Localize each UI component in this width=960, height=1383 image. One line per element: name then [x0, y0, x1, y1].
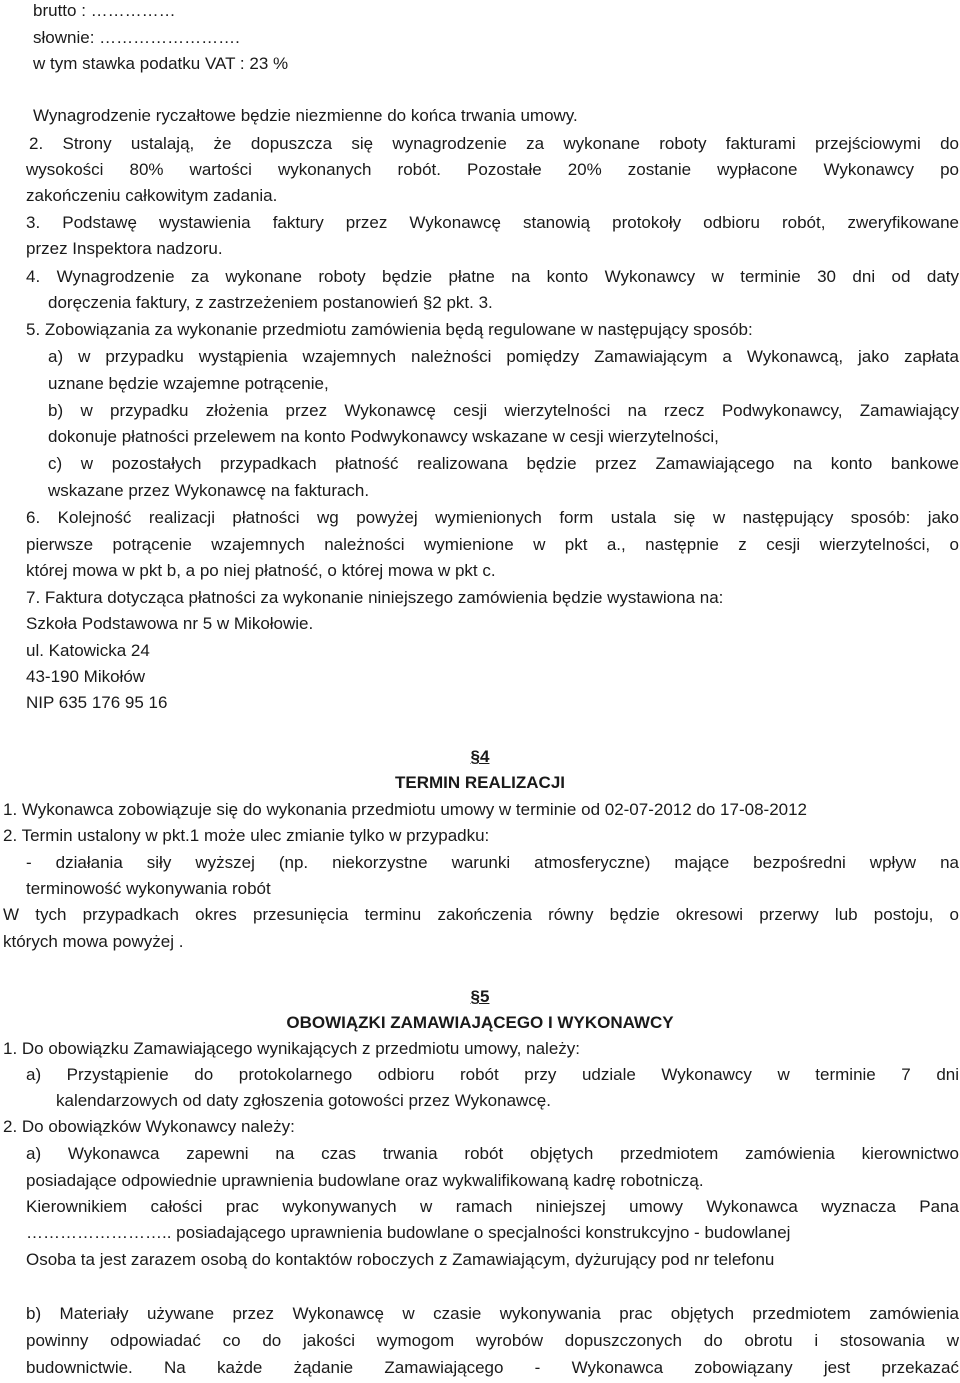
invoice-recipient-name: Szkoła Podstawowa nr 5 w Mikołowie.: [26, 614, 314, 633]
paragraph-text: powinny odpowiadać co do jakości wymogom wyrobów dopuszczonych do obrotu i stosowania w: [26, 1331, 959, 1350]
section-number: §5: [470, 987, 490, 1006]
paragraph-text: c) w pozostałych przypadkach płatność realizowana będzie przez Zamawiającego na konto bankowe: [48, 454, 959, 473]
invoice-recipient-city: 43-190 Mikołów: [26, 667, 146, 686]
paragraph-text: a) Przystąpienie do protokolarnego odbioru robót przy udziale Wykonawcy w terminie 7 dni: [26, 1065, 959, 1084]
vat-rate-line: w tym stawka podatku VAT : 23 %: [33, 54, 289, 73]
paragraph-text: 7. Faktura dotycząca płatności za wykonanie niniejszego zamówienia będzie wystawiona na:: [26, 588, 724, 607]
section-title: OBOWIĄZKI ZAMAWIAJĄCEGO I WYKONAWCY: [286, 1013, 674, 1032]
amount-in-words-line: słownie: …………………….: [33, 28, 240, 47]
paragraph-text: a) Wykonawca zapewni na czas trwania robót objętych przedmiotem zamówienia kierownictwo: [26, 1144, 959, 1163]
paragraph-text: 2. Strony ustalają, że dopuszcza się wynagrodzenie za wykonane roboty fakturami przejściowymi do: [29, 134, 959, 153]
invoice-recipient-nip: NIP 635 176 95 16: [26, 693, 168, 712]
paragraph-text: …………………….. posiadającego uprawnienia budowlane o specjalności konstrukcyjno - budowlanej: [26, 1223, 791, 1242]
paragraph-text: której mowa w pkt b, a po niej płatność, o której mowa w pkt c.: [26, 561, 496, 580]
paragraph-text: W tych przypadkach okres przesunięcia terminu zakończenia równy będzie okresowi przerwy lub postoju, o: [3, 905, 959, 924]
paragraph-text: b) w przypadku złożenia przez Wykonawcę cesji wierzytelności na rzecz Podwykonawcy, Zamawiający: [48, 401, 959, 420]
paragraph-text: a) w przypadku wystąpienia wzajemnych należności pomiędzy Zamawiającym a Wykonawcą, jako zapłata: [48, 347, 959, 366]
paragraph-text: 6. Kolejność realizacji płatności wg powyżej wymienionych form ustala się w następujący sposób: jako: [26, 508, 959, 527]
paragraph-text: przez Inspektora nadzoru.: [26, 239, 223, 258]
paragraph-text: uznane będzie wzajemne potrącenie,: [48, 374, 329, 393]
paragraph-text: Kierownikiem całości prac wykonywanych w ramach niniejszej umowy Wykonawca wyznacza Pana: [26, 1197, 959, 1216]
gross-amount-line: brutto : ……………: [33, 1, 176, 20]
paragraph-text: 1. Wykonawca zobowiązuje się do wykonania przedmiotu umowy w terminie od 02-07-2012 do 17-08-2012: [3, 800, 808, 819]
paragraph-text: pierwsze potrącenie wzajemnych należności wymienione w pkt a., następnie z cesji wierzytelności, o: [26, 535, 959, 554]
paragraph-text: wskazane przez Wykonawcę na fakturach.: [48, 481, 370, 500]
section-number: §4: [470, 747, 490, 766]
paragraph-text: wysokości 80% wartości wykonanych robót. Pozostałe 20% zostanie wypłacone Wykonawcy po: [26, 160, 959, 179]
paragraph-text: 2. Do obowiązków Wykonawcy należy:: [3, 1117, 295, 1136]
paragraph-text: - działania siły wyższej (np. niekorzystne warunki atmosferyczne) mające bezpośredni wpływ na: [26, 853, 959, 872]
paragraph-text: 5. Zobowiązania za wykonanie przedmiotu zamówienia będą regulowane w następujący sposób:: [26, 320, 753, 339]
paragraph-text: Osoba ta jest zarazem osobą do kontaktów roboczych z Zamawiającym, dyżurujący pod nr telefonu: [26, 1250, 775, 1269]
paragraph-text: Wynagrodzenie ryczałtowe będzie niezmienne do końca trwania umowy.: [33, 106, 578, 125]
paragraph-text: posiadające odpowiednie uprawnienia budowlane oraz wykwalifikowaną kadrę robotniczą.: [26, 1171, 704, 1190]
paragraph-text: terminowość wykonywania robót: [26, 879, 271, 898]
paragraph-text: doręczenia faktury, z zastrzeżeniem postanowień §2 pkt. 3.: [48, 293, 493, 312]
paragraph-text: 4. Wynagrodzenie za wykonane roboty będzie płatne na konto Wykonawcy w terminie 30 dni od daty: [26, 267, 959, 286]
paragraph-text: kalendarzowych od daty zgłoszenia gotowości przez Wykonawcę.: [56, 1091, 551, 1110]
paragraph-text: 1. Do obowiązku Zamawiającego wynikających z przedmiotu umowy, należy:: [3, 1039, 580, 1058]
paragraph-text: budownictwie. Na każde żądanie Zamawiającego - Wykonawca zobowiązany jest przekazać: [26, 1358, 959, 1377]
paragraph-text: b) Materiały używane przez Wykonawcę w czasie wykonywania prac objętych przedmiotem zamówienia: [26, 1304, 959, 1323]
invoice-recipient-street: ul. Katowicka 24: [26, 641, 150, 660]
section-title: TERMIN REALIZACJI: [395, 773, 565, 792]
paragraph-text: których mowa powyżej .: [3, 932, 184, 951]
paragraph-text: 2. Termin ustalony w pkt.1 może ulec zmianie tylko w przypadku:: [3, 826, 490, 845]
paragraph-text: dokonuje płatności przelewem na konto Podwykonawcy wskazane w cesji wierzytelności,: [48, 427, 719, 446]
paragraph-text: zakończeniu całkowitym zadania.: [26, 186, 278, 205]
paragraph-text: 3. Podstawę wystawienia faktury przez Wykonawcę stanowią protokoły odbioru robót, zweryfikowane: [26, 213, 959, 232]
